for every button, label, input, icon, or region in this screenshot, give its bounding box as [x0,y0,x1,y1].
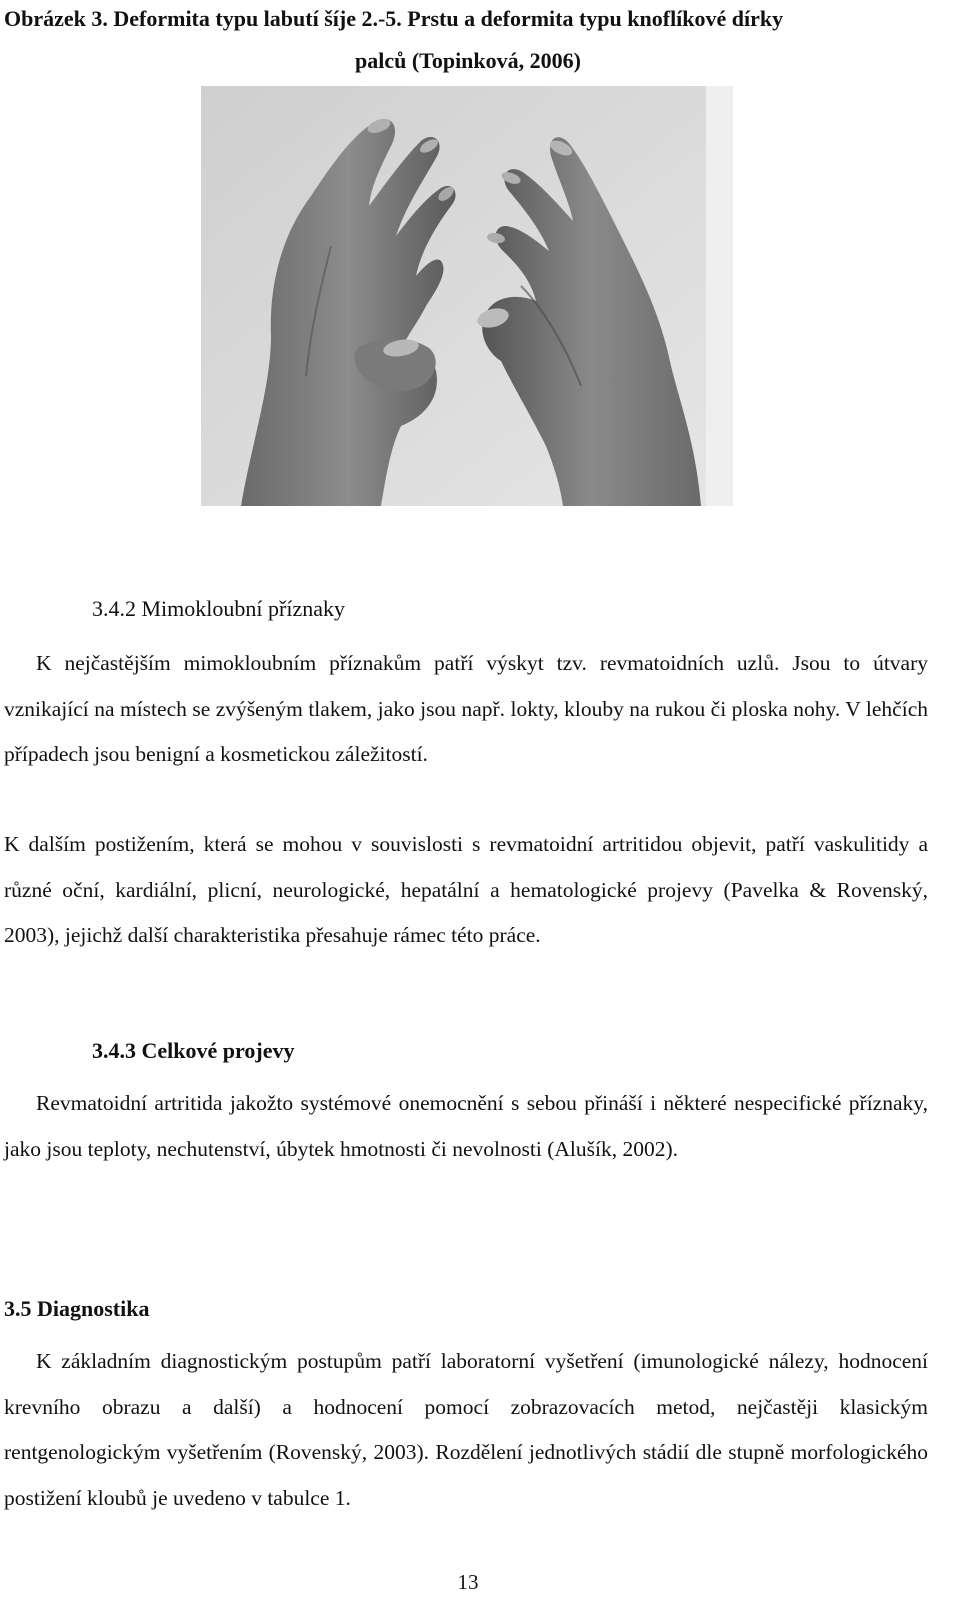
figure-caption-line2: palců (Topinková, 2006) [355,48,581,73]
page-number: 13 [457,1570,479,1594]
heading-3-5: 3.5 Diagnostika [4,1296,150,1321]
paragraph-nodules-text: K nejčastějším mimokloubním příznakům patří výskyt tzv. revmatoidních uzlů. Jsou to útvary vznikající na místech se zvýšeným tlakem, jako jsou např. lokty, klouby na rukou či ploska nohy. V lehčích případech jsou benigní a kosmetickou záležitostí. [4,651,928,767]
paragraph-other-manifestations-text: K dalším postižením, která se mohou v souvislosti s revmatoidní artritidou objevit, patří vaskulitidy a různé oční, kardiální, plicní, neurologické, hepatální a hematologické projevy (Pavelka & Rovenský, 2003), jejichž další charakteristika přesahuje rámec této práce. [4,832,928,948]
heading-3-4-2: 3.4.2 Mimokloubní příznaky [92,596,345,621]
paragraph-general-symptoms [4,1081,928,1172]
heading-3-4-3: 3.4.3 Celkové projevy [92,1038,295,1063]
paragraph-general-symptoms-text: Revmatoidní artritida jakožto systémové onemocnění s sebou přináší i některé nespecifické příznaky, jako jsou teploty, nechutenství, úbytek hmotnosti či nevolnosti (Alušík, 2002). [4,1091,928,1161]
paragraph-nodules [4,641,928,778]
hands-deformity-photo [201,86,733,506]
paragraph-diagnostics [4,1339,928,1522]
paragraph-other-manifestations [4,822,928,959]
hands-photo-illustration [201,86,733,506]
paragraph-diagnostics-text: K základním diagnostickým postupům patří laboratorní vyšetření (imunologické nálezy, hodnocení krevního obrazu a další) a hodnocení pomocí zobrazovacích metod, nejčastěji klasickým rentgenologickým vyšetřením (Rovenský, 2003). Rozdělení jednotlivých stádií dle stupně morfologického postižení kloubů je uvedeno v tabulce 1. [4,1349,928,1511]
figure-caption-line1: Obrázek 3. Deformita typu labutí šíje 2.-5. Prstu a deformita typu knoflíkové dírky [4,6,784,31]
